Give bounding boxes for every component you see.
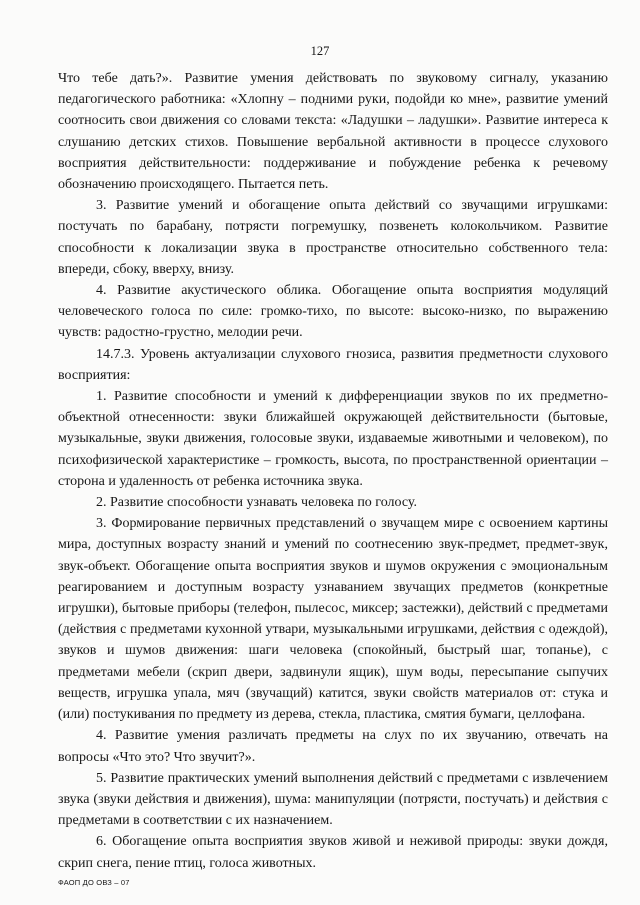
paragraph: 5. Развитие практических умений выполнения действий с предметами с извлечением звука (звуки действия и движения), шума: манипуляции (потрясти, постучать) и действия с предметами в соответствии с их назначением.: [58, 770, 608, 829]
paragraph: 2. Развитие способности узнавать человека по голосу.: [96, 495, 417, 511]
paragraph: Что тебе дать?». Развитие умения действовать по звуковому сигналу, указанию педагогического работника: «Хлопну – подними руки, подойди ко мне», развитие умений соотносить свои движения со словами текста: «Ладушки – ладушки». Развитие интереса к слушанию детских стихов. Повышение вербальной активности в процессе слухового восприятия действительности: поддерживание и побуждение ребенка к речевому обозначению происходящего. Пытается петь.: [58, 71, 608, 193]
page-number: 127: [310, 44, 330, 58]
document-body: [58, 68, 608, 874]
paragraph: 3. Развитие умений и обогащение опыта действий со звучащими игрушками: постучать по барабану, потрясти погремушку, позвенеть колокольчиком. Развитие способности к локализации звука в пространстве относительно собственного тела: впереди, сбоку, вверху, внизу.: [58, 198, 608, 277]
paragraph: 3. Формирование первичных представлений о звучащем мире с освоением картины мира, доступных возрасту знаний и умений по соотнесению звук-предмет, предмет-звук, звук-объект. Обогащение опыта восприятия звуков и шумов окружения с эмоциональным реагированием и доступным возрасту узнаванием звучащих предметов (конкретные игрушки), бытовые приборы (телефон, пылесос, миксер; застежки), действий с предметами (действия с предметами кухонной утвари, музыкальными игрушками, действия с одеждой), звуков и шумов движения: шаги человека (спокойный, быстрый шаг, топанье), с предметами мебели (скрип двери, задвинули ящик), шум воды, пересыпание сыпучих веществ, игрушка упала, мяч (звучащий) катится, звуки свойств материалов от: стука и (или) постукивания по предмету из дерева, стекла, пластика, смятия бумаги, целлофана.: [58, 516, 608, 723]
paragraph: 4. Развитие акустического облика. Обогащение опыта восприятия модуляций человеческого голоса по силе: громко-тихо, по высоте: высоко-низко, по выражению чувств: радостно-грустно, мелодии речи.: [58, 283, 608, 341]
paragraph: 1. Развитие способности и умений к дифференциации звуков по их предметно-объектной отнесенности: звуки ближайшей окружающей действительности (бытовые, музыкальные, звуки движения, голосовые звуки, издаваемые животными и человеком), по психофизической характеристике – громкость, высота, по пространственной ориентации – сторона и удаленность от ребенка источника звука.: [58, 389, 608, 489]
page-footer: ФАОП ДО ОВЗ – 07: [58, 878, 130, 887]
paragraph: 14.7.3. Уровень актуализации слухового гнозиса, развития предметности слухового восприятия:: [58, 346, 608, 383]
paragraph: 4. Развитие умения различать предметы на слух по их звучанию, отвечать на вопросы «Что это? Что звучит?».: [58, 728, 608, 765]
paragraph: 6. Обогащение опыта восприятия звуков живой и неживой природы: звуки дождя, скрип снега, пение птиц, голоса животных.: [58, 834, 608, 871]
